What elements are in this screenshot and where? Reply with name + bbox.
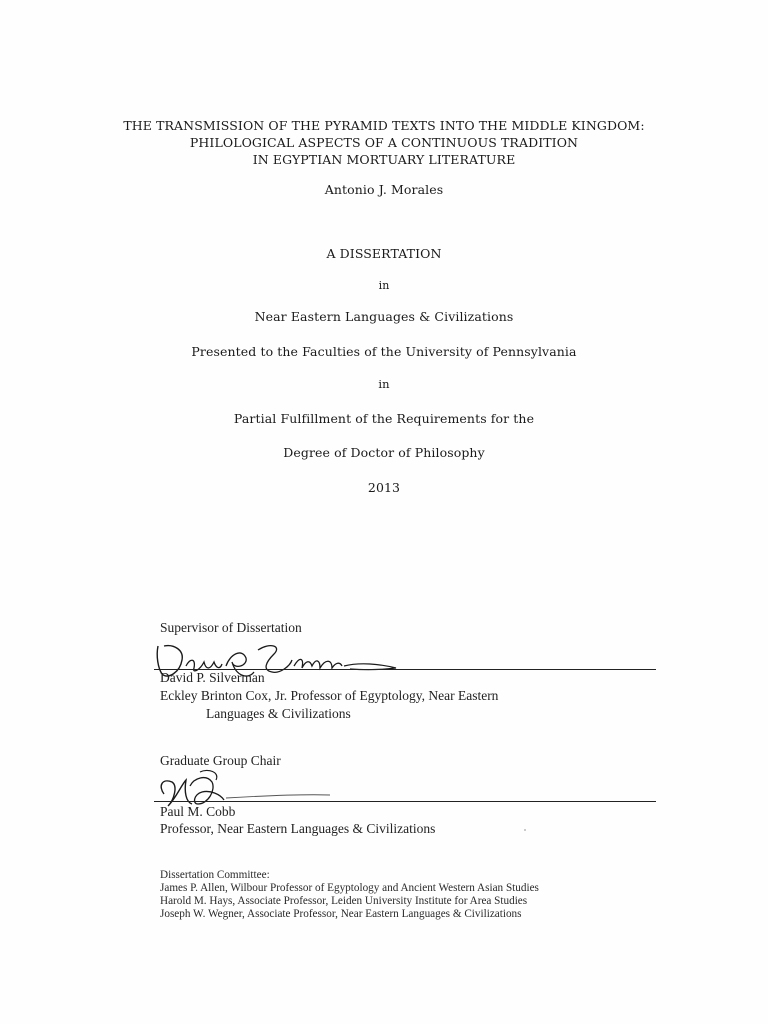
- document-type: A DISSERTATION: [326, 246, 442, 261]
- in-connector-2: in: [378, 377, 390, 391]
- committee-member: Joseph W. Wegner, Associate Professor, Near Eastern Languages & Civilizations: [160, 908, 522, 920]
- committee-member: James P. Allen, Wilbour Professor of Egyptology and Ancient Western Asian Studies: [160, 882, 539, 894]
- title-line-2: PHILOLOGICAL ASPECTS OF A CONTINUOUS TRADITION: [189, 135, 579, 150]
- supervisor-name: David P. Silverman: [160, 670, 265, 685]
- department: Near Eastern Languages & Civilizations: [254, 309, 514, 324]
- supervisor-title-line-2: Languages & Civilizations: [206, 706, 351, 721]
- title-line-3: IN EGYPTIAN MORTUARY LITERATURE: [252, 152, 516, 167]
- supervisor-title-line-1: Eckley Brinton Cox, Jr. Professor of Egyptology, Near Eastern: [160, 688, 499, 703]
- committee-member: Harold M. Hays, Associate Professor, Leiden University Institute for Area Studies: [160, 895, 528, 907]
- committee-heading: Dissertation Committee:: [160, 869, 270, 881]
- chair-title: Professor, Near Eastern Languages & Civilizations: [160, 821, 436, 836]
- in-connector-1: in: [378, 279, 390, 292]
- fulfillment-statement: Partial Fulfillment of the Requirements for the: [233, 411, 535, 426]
- chair-heading: Graduate Group Chair: [160, 753, 281, 768]
- presented-to: Presented to the Faculties of the University of Pennsylvania: [191, 344, 577, 359]
- scan-speck: [524, 829, 526, 831]
- title-line-1: THE TRANSMISSION OF THE PYRAMID TEXTS INTO THE MIDDLE KINGDOM:: [123, 118, 645, 133]
- degree-name: Degree of Doctor of Philosophy: [283, 445, 485, 460]
- chair-signature-line: [154, 801, 656, 802]
- author-name: Antonio J. Morales: [324, 182, 444, 197]
- chair-name: Paul M. Cobb: [160, 804, 236, 819]
- year: 2013: [367, 480, 401, 495]
- supervisor-heading: Supervisor of Dissertation: [160, 620, 302, 635]
